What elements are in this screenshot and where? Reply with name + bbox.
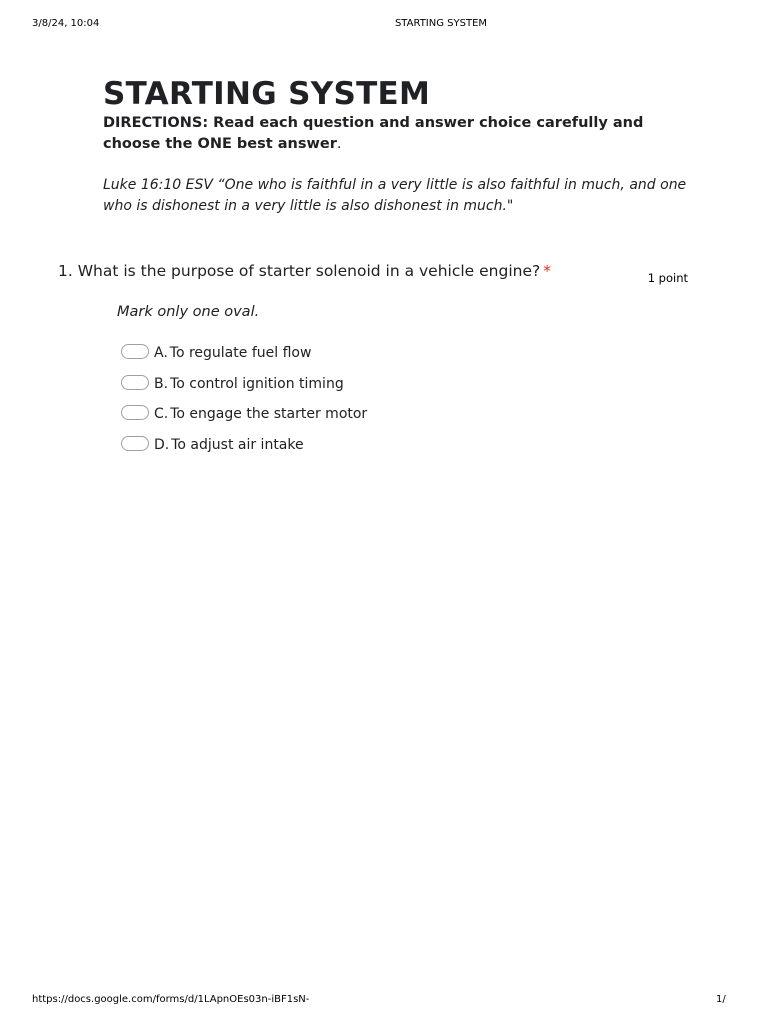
question-points: 1 point bbox=[647, 271, 688, 285]
option-label: To control ignition timing bbox=[170, 375, 344, 392]
answer-options bbox=[121, 343, 367, 465]
question-title bbox=[58, 260, 551, 282]
form-directions bbox=[103, 113, 693, 155]
directions-text: DIRECTIONS: Read each question and answer choice carefully and choose the ONE best answer bbox=[103, 115, 644, 152]
form-title: STARTING SYSTEM bbox=[103, 76, 431, 112]
radio-oval[interactable] bbox=[121, 375, 149, 390]
option-letter: B. bbox=[154, 375, 169, 392]
question-header bbox=[58, 260, 688, 290]
radio-oval[interactable] bbox=[121, 344, 149, 359]
radio-oval[interactable] bbox=[121, 405, 149, 420]
option-letter: C. bbox=[154, 406, 169, 422]
answer-option-b[interactable] bbox=[121, 374, 367, 405]
question-text: 1. What is the purpose of starter solenoid in a vehicle engine? bbox=[58, 262, 541, 280]
print-page-number: 1/ bbox=[716, 994, 726, 1005]
answer-option-a[interactable] bbox=[121, 343, 367, 374]
radio-oval[interactable] bbox=[121, 436, 149, 451]
option-label: To regulate fuel flow bbox=[169, 345, 312, 361]
required-asterisk: * bbox=[543, 262, 551, 280]
directions-period: . bbox=[336, 136, 342, 152]
print-datetime: 3/8/24, 10:04 bbox=[32, 18, 100, 29]
print-footer-url: https://docs.google.com/forms/d/1LApnOEs03n-iBF1sN- bbox=[32, 994, 310, 1005]
answer-option-c[interactable] bbox=[121, 404, 367, 435]
print-header-title: STARTING SYSTEM bbox=[394, 18, 488, 29]
option-letter: D. bbox=[154, 436, 170, 453]
option-label: To engage the starter motor bbox=[170, 406, 368, 422]
answer-option-d[interactable] bbox=[121, 435, 367, 466]
question-instruction: Mark only one oval. bbox=[117, 304, 260, 320]
form-verse: Luke 16:10 ESV “One who is faithful in a very little is also faithful in much, and one who is dishonest in a very little is also dishonest in much." bbox=[103, 177, 687, 214]
option-label: To adjust air intake bbox=[171, 436, 304, 453]
option-letter: A. bbox=[154, 345, 168, 361]
